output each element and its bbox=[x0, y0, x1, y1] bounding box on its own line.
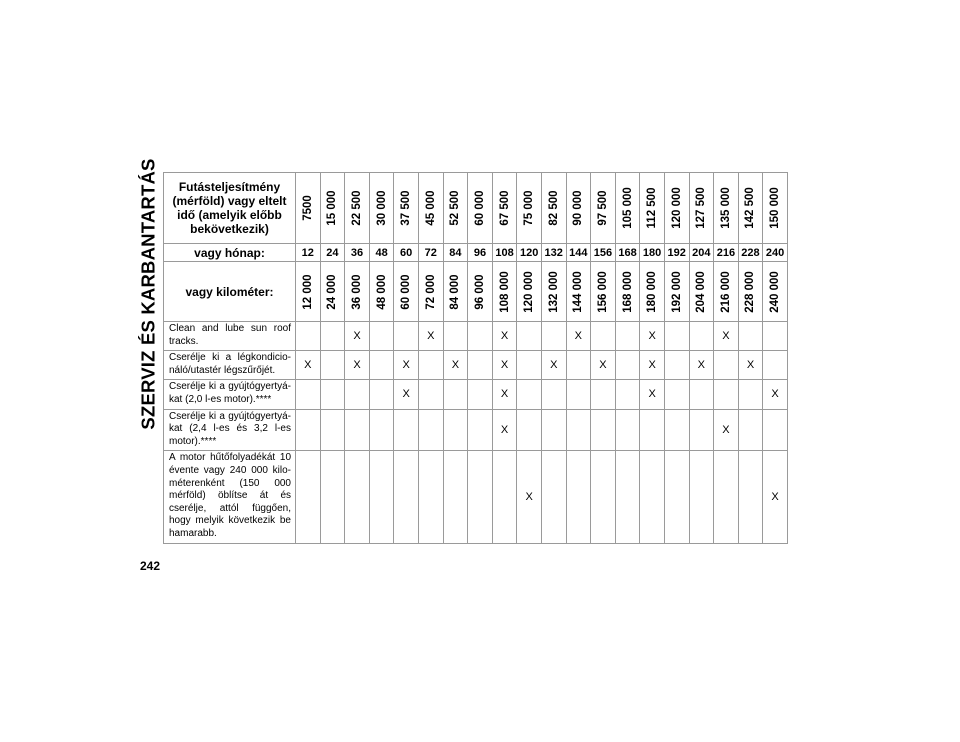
km-header-wrap bbox=[567, 262, 591, 321]
section-title bbox=[136, 160, 162, 428]
service-mark bbox=[345, 380, 370, 409]
service-mark bbox=[714, 351, 739, 380]
service-mark: X bbox=[714, 322, 739, 351]
months-value: 240 bbox=[763, 244, 788, 262]
miles-header-cell bbox=[615, 173, 640, 244]
months-value: 204 bbox=[689, 244, 714, 262]
service-mark bbox=[443, 380, 468, 409]
months-value: 180 bbox=[640, 244, 665, 262]
service-mark bbox=[296, 451, 321, 543]
service-mark bbox=[714, 451, 739, 543]
km-header-wrap bbox=[394, 262, 418, 321]
km-header-cell bbox=[664, 262, 689, 322]
miles-header-wrap bbox=[567, 173, 591, 243]
service-mark bbox=[591, 380, 616, 409]
service-mark: X bbox=[640, 351, 665, 380]
service-mark: X bbox=[591, 351, 616, 380]
km-value: 60 000 bbox=[400, 273, 413, 310]
service-mark: X bbox=[345, 322, 370, 351]
km-value: 120 000 bbox=[523, 270, 536, 313]
miles-value: 52 500 bbox=[449, 190, 462, 226]
miles-header-cell bbox=[418, 173, 443, 244]
km-header-wrap bbox=[345, 262, 369, 321]
miles-header-cell bbox=[443, 173, 468, 244]
miles-header-wrap bbox=[616, 173, 640, 243]
miles-value: 15 000 bbox=[326, 190, 339, 226]
km-header-cell bbox=[615, 262, 640, 322]
service-mark: X bbox=[492, 380, 517, 409]
miles-header-cell bbox=[640, 173, 665, 244]
service-mark bbox=[394, 322, 419, 351]
km-value: 84 000 bbox=[449, 273, 462, 310]
service-mark bbox=[320, 380, 345, 409]
service-mark: X bbox=[714, 409, 739, 451]
service-mark: X bbox=[394, 380, 419, 409]
km-header-wrap bbox=[640, 262, 664, 321]
km-value: 24 000 bbox=[326, 273, 339, 310]
miles-header-wrap bbox=[394, 173, 418, 243]
miles-value: 67 500 bbox=[498, 190, 511, 226]
service-mark bbox=[763, 322, 788, 351]
km-header-wrap bbox=[468, 262, 492, 321]
service-mark bbox=[664, 380, 689, 409]
km-header-cell bbox=[492, 262, 517, 322]
months-value: 60 bbox=[394, 244, 419, 262]
service-mark: X bbox=[345, 351, 370, 380]
service-mark bbox=[664, 322, 689, 351]
service-mark bbox=[345, 451, 370, 543]
km-value: 96 000 bbox=[473, 273, 486, 310]
service-mark bbox=[541, 451, 566, 543]
km-value: 132 000 bbox=[547, 270, 560, 313]
km-header-cell bbox=[369, 262, 394, 322]
service-mark bbox=[517, 380, 542, 409]
km-header-wrap bbox=[370, 262, 394, 321]
km-header-wrap bbox=[493, 262, 517, 321]
miles-header-wrap bbox=[345, 173, 369, 243]
service-mark bbox=[738, 409, 763, 451]
service-mark: X bbox=[517, 451, 542, 543]
km-header-cell bbox=[591, 262, 616, 322]
service-mark bbox=[566, 380, 591, 409]
service-mark: X bbox=[492, 351, 517, 380]
miles-header-cell bbox=[296, 173, 321, 244]
service-mark bbox=[369, 351, 394, 380]
service-mark bbox=[394, 451, 419, 543]
header-months-label: vagy hónap: bbox=[164, 244, 296, 262]
km-header-wrap bbox=[444, 262, 468, 321]
service-mark bbox=[369, 380, 394, 409]
km-header-cell bbox=[443, 262, 468, 322]
header-km-label: vagy kilométer: bbox=[164, 262, 296, 322]
service-mark bbox=[468, 322, 493, 351]
service-mark bbox=[369, 451, 394, 543]
header-row-kilometers bbox=[164, 262, 788, 322]
km-value: 144 000 bbox=[572, 270, 585, 313]
service-mark bbox=[296, 409, 321, 451]
maintenance-schedule-table bbox=[163, 172, 788, 544]
miles-header-cell bbox=[320, 173, 345, 244]
service-mark bbox=[517, 351, 542, 380]
row-description: A motor hűtőfolyadékát 10 évente vagy 240 000 kilo-méterenként (150 000 mérföld) öblítse át és cserélje, attól függően, hogy melyik következik be hamarabb. bbox=[164, 451, 296, 543]
service-mark: X bbox=[418, 322, 443, 351]
service-mark bbox=[296, 380, 321, 409]
service-mark bbox=[689, 409, 714, 451]
service-mark bbox=[763, 351, 788, 380]
service-mark bbox=[640, 409, 665, 451]
km-header-cell bbox=[394, 262, 419, 322]
months-value: 12 bbox=[296, 244, 321, 262]
service-mark bbox=[615, 351, 640, 380]
miles-header-cell bbox=[763, 173, 788, 244]
miles-header-cell bbox=[345, 173, 370, 244]
miles-header-wrap bbox=[739, 173, 763, 243]
km-value: 204 000 bbox=[695, 270, 708, 313]
service-mark bbox=[418, 451, 443, 543]
miles-value: 60 000 bbox=[473, 190, 486, 226]
km-value: 36 000 bbox=[350, 273, 363, 310]
km-header-wrap bbox=[714, 262, 738, 321]
miles-header-wrap bbox=[690, 173, 714, 243]
miles-header-cell bbox=[689, 173, 714, 244]
months-value: 24 bbox=[320, 244, 345, 262]
service-mark bbox=[320, 451, 345, 543]
service-mark bbox=[320, 322, 345, 351]
service-mark bbox=[369, 322, 394, 351]
miles-value: 82 500 bbox=[547, 190, 560, 226]
service-mark bbox=[738, 322, 763, 351]
months-value: 48 bbox=[369, 244, 394, 262]
months-value: 96 bbox=[468, 244, 493, 262]
km-header-wrap bbox=[690, 262, 714, 321]
miles-header-wrap bbox=[517, 173, 541, 243]
row-description: Cserélje ki a légkondicio-náló/utastér légszűrőjét. bbox=[164, 351, 296, 380]
km-header-wrap bbox=[542, 262, 566, 321]
service-mark: X bbox=[640, 380, 665, 409]
km-header-cell bbox=[296, 262, 321, 322]
service-mark bbox=[320, 351, 345, 380]
miles-header-cell bbox=[394, 173, 419, 244]
service-mark bbox=[517, 322, 542, 351]
km-header-cell bbox=[345, 262, 370, 322]
km-value: 168 000 bbox=[621, 270, 634, 313]
months-value: 84 bbox=[443, 244, 468, 262]
service-mark: X bbox=[443, 351, 468, 380]
km-header-cell bbox=[517, 262, 542, 322]
miles-value: 127 500 bbox=[695, 187, 708, 229]
km-value: 228 000 bbox=[744, 270, 757, 313]
miles-header-cell bbox=[468, 173, 493, 244]
km-header-cell bbox=[566, 262, 591, 322]
miles-header-wrap bbox=[591, 173, 615, 243]
page-number: 242 bbox=[140, 559, 161, 573]
months-value: 144 bbox=[566, 244, 591, 262]
service-mark: X bbox=[492, 322, 517, 351]
service-mark bbox=[566, 451, 591, 543]
service-mark bbox=[615, 380, 640, 409]
service-mark: X bbox=[296, 351, 321, 380]
months-value: 168 bbox=[615, 244, 640, 262]
service-mark: X bbox=[541, 351, 566, 380]
service-mark bbox=[541, 409, 566, 451]
km-value: 108 000 bbox=[498, 270, 511, 313]
km-value: 156 000 bbox=[596, 270, 609, 313]
miles-value: 112 500 bbox=[646, 187, 659, 229]
service-mark: X bbox=[763, 451, 788, 543]
miles-value: 22 500 bbox=[350, 190, 363, 226]
km-header-wrap bbox=[296, 262, 320, 321]
service-mark bbox=[566, 351, 591, 380]
service-mark: X bbox=[763, 380, 788, 409]
km-header-cell bbox=[738, 262, 763, 322]
km-header-wrap bbox=[616, 262, 640, 321]
service-mark: X bbox=[689, 351, 714, 380]
service-mark bbox=[320, 409, 345, 451]
km-header-cell bbox=[689, 262, 714, 322]
miles-header-wrap bbox=[419, 173, 443, 243]
miles-value: 135 000 bbox=[719, 187, 732, 229]
km-value: 12 000 bbox=[301, 273, 314, 310]
months-value: 228 bbox=[738, 244, 763, 262]
service-mark: X bbox=[492, 409, 517, 451]
months-value: 120 bbox=[517, 244, 542, 262]
months-value: 216 bbox=[714, 244, 739, 262]
months-value: 36 bbox=[345, 244, 370, 262]
km-header-wrap bbox=[763, 262, 787, 321]
service-mark bbox=[615, 322, 640, 351]
service-mark bbox=[591, 409, 616, 451]
service-mark bbox=[468, 351, 493, 380]
service-mark bbox=[541, 380, 566, 409]
miles-value: 45 000 bbox=[424, 190, 437, 226]
miles-header-wrap bbox=[321, 173, 345, 243]
service-mark bbox=[468, 380, 493, 409]
miles-header-wrap bbox=[665, 173, 689, 243]
miles-header-cell bbox=[714, 173, 739, 244]
header-mileage-label: Futásteljesítmény (mérföld) vagy eltelt idő (amelyik előbb bekövetkezik) bbox=[164, 173, 296, 244]
service-mark bbox=[296, 322, 321, 351]
miles-header-cell bbox=[591, 173, 616, 244]
km-header-cell bbox=[763, 262, 788, 322]
header-row-miles bbox=[164, 173, 788, 244]
service-mark bbox=[714, 380, 739, 409]
km-header-wrap bbox=[739, 262, 763, 321]
service-mark: X bbox=[738, 351, 763, 380]
service-mark bbox=[468, 409, 493, 451]
km-header-wrap bbox=[517, 262, 541, 321]
service-mark bbox=[591, 451, 616, 543]
service-mark bbox=[738, 451, 763, 543]
service-mark bbox=[591, 322, 616, 351]
schedule-row bbox=[164, 451, 788, 543]
km-header-cell bbox=[640, 262, 665, 322]
row-description: Cserélje ki a gyújtógyertyá-kat (2,0 l-es motor).**** bbox=[164, 380, 296, 409]
miles-header-wrap bbox=[493, 173, 517, 243]
miles-value: 120 000 bbox=[670, 187, 683, 229]
service-mark: X bbox=[640, 322, 665, 351]
months-value: 132 bbox=[541, 244, 566, 262]
service-mark bbox=[615, 451, 640, 543]
km-header-wrap bbox=[321, 262, 345, 321]
miles-header-wrap bbox=[640, 173, 664, 243]
miles-header-cell bbox=[738, 173, 763, 244]
km-header-wrap bbox=[665, 262, 689, 321]
km-header-wrap bbox=[591, 262, 615, 321]
km-header-cell bbox=[541, 262, 566, 322]
service-mark bbox=[615, 409, 640, 451]
miles-header-wrap bbox=[763, 173, 787, 243]
km-header-wrap bbox=[419, 262, 443, 321]
service-mark bbox=[443, 322, 468, 351]
km-value: 192 000 bbox=[670, 270, 683, 313]
row-description: Clean and lube sun roof tracks. bbox=[164, 322, 296, 351]
service-mark bbox=[443, 409, 468, 451]
service-mark bbox=[418, 380, 443, 409]
miles-header-cell bbox=[566, 173, 591, 244]
service-mark bbox=[566, 409, 591, 451]
section-title-text: SZERVIZ ÉS KARBANTARTÁS bbox=[138, 158, 159, 430]
km-value: 72 000 bbox=[424, 273, 437, 310]
schedule-row bbox=[164, 409, 788, 451]
miles-value: 97 500 bbox=[596, 190, 609, 226]
km-header-cell bbox=[468, 262, 493, 322]
service-mark bbox=[738, 380, 763, 409]
service-mark bbox=[689, 451, 714, 543]
miles-value: 150 000 bbox=[769, 187, 782, 229]
km-value: 180 000 bbox=[646, 270, 659, 313]
row-description: Cserélje ki a gyújtógyertyá-kat (2,4 l-es és 3,2 l-es motor).**** bbox=[164, 409, 296, 451]
km-header-cell bbox=[714, 262, 739, 322]
service-mark bbox=[664, 451, 689, 543]
service-mark bbox=[468, 451, 493, 543]
miles-header-wrap bbox=[370, 173, 394, 243]
service-mark bbox=[369, 409, 394, 451]
miles-value: 142 500 bbox=[744, 187, 757, 229]
miles-header-wrap bbox=[444, 173, 468, 243]
km-value: 216 000 bbox=[719, 270, 732, 313]
schedule-row bbox=[164, 380, 788, 409]
service-mark bbox=[517, 409, 542, 451]
service-mark bbox=[763, 409, 788, 451]
miles-value: 90 000 bbox=[572, 190, 585, 226]
service-mark bbox=[345, 409, 370, 451]
months-value: 192 bbox=[664, 244, 689, 262]
miles-value: 30 000 bbox=[375, 190, 388, 226]
miles-header-wrap bbox=[714, 173, 738, 243]
service-mark bbox=[418, 409, 443, 451]
km-value: 240 000 bbox=[769, 270, 782, 313]
schedule-row bbox=[164, 322, 788, 351]
service-mark bbox=[664, 351, 689, 380]
miles-value: 7500 bbox=[301, 195, 314, 221]
miles-header-cell bbox=[664, 173, 689, 244]
miles-value: 105 000 bbox=[621, 187, 634, 229]
months-value: 156 bbox=[591, 244, 616, 262]
km-header-cell bbox=[320, 262, 345, 322]
header-row-months bbox=[164, 244, 788, 262]
service-mark: X bbox=[394, 351, 419, 380]
service-mark bbox=[443, 451, 468, 543]
miles-header-cell bbox=[369, 173, 394, 244]
service-mark bbox=[664, 409, 689, 451]
km-value: 48 000 bbox=[375, 273, 388, 310]
km-header-cell bbox=[418, 262, 443, 322]
miles-value: 75 000 bbox=[523, 190, 536, 226]
service-mark bbox=[689, 322, 714, 351]
service-mark: X bbox=[566, 322, 591, 351]
service-mark bbox=[640, 451, 665, 543]
months-value: 72 bbox=[418, 244, 443, 262]
months-value: 108 bbox=[492, 244, 517, 262]
miles-value: 37 500 bbox=[400, 190, 413, 226]
miles-header-wrap bbox=[468, 173, 492, 243]
miles-header-cell bbox=[492, 173, 517, 244]
service-mark bbox=[418, 351, 443, 380]
service-mark bbox=[394, 409, 419, 451]
miles-header-wrap bbox=[296, 173, 320, 243]
miles-header-wrap bbox=[542, 173, 566, 243]
service-mark bbox=[492, 451, 517, 543]
miles-header-cell bbox=[541, 173, 566, 244]
service-mark bbox=[689, 380, 714, 409]
service-mark bbox=[541, 322, 566, 351]
schedule-row bbox=[164, 351, 788, 380]
miles-header-cell bbox=[517, 173, 542, 244]
